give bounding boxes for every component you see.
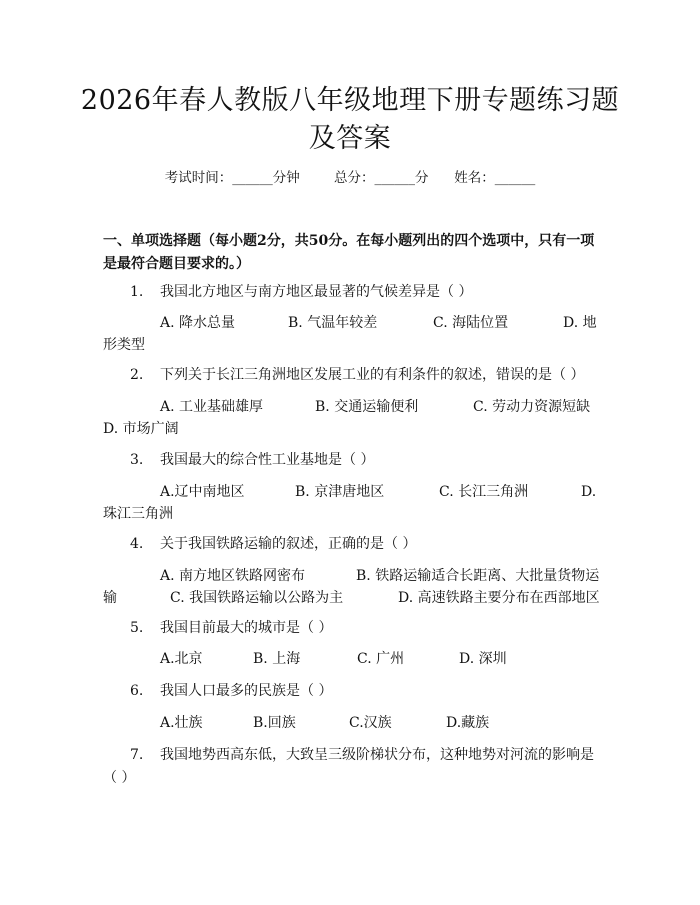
name-blank: ______ [494,170,536,186]
question-number: 4. [130,536,144,552]
exam-meta [0,168,700,188]
question-number: 1. [130,284,144,300]
option-b: B. 上海 [253,651,301,667]
time-unit: 分钟 [272,170,300,186]
question-text: 我国目前最大的城市是（ ） [160,620,333,636]
option-b: B. 交通运输便利 [315,399,419,415]
name-label: 姓名： [454,170,495,186]
option-d-continued: 珠江三角洲 [103,506,173,522]
section-heading [103,230,598,276]
question-5 [103,617,598,639]
option-a: A.北京 [160,651,203,667]
option-a: A. 南方地区铁路网密布 [160,568,306,584]
question-number: 6. [130,683,144,699]
question-number: 7. [130,747,144,763]
score-blank: ______ [374,170,416,186]
question-1 [103,281,598,303]
question-7 [103,744,598,766]
question-text: 下列关于长江三角洲地区发展工业的有利条件的叙述，错误的是（ ） [160,367,585,383]
time-blank: ______ [232,170,273,186]
question-text: 我国地势西高东低，大致呈三级阶梯状分布，这种地势对河流的影响是 [160,747,594,763]
question-2 [103,364,598,386]
question-number: 2. [130,367,144,383]
question-4-options [103,565,598,611]
question-4 [103,533,598,555]
question-2-options [103,396,598,442]
option-b: B. 京津唐地区 [295,484,385,500]
question-text: 关于我国铁路运输的叙述，正确的是（ ） [160,536,417,552]
option-d: D. 深圳 [459,651,507,667]
option-c: C.汉族 [349,715,392,731]
question-5-options [103,648,598,672]
option-d: D.藏族 [446,715,490,731]
option-d: D. 高速铁路主要分布在西部地区 [398,590,600,606]
score-unit: 分 [415,170,429,186]
section-heading-line2: 是最符合题目要求的。） [103,256,250,272]
score-label: 总分： [334,170,375,186]
document-title-line2: 及答案 [308,123,392,154]
option-c: C. 我国铁路运输以公路为主 [170,590,344,606]
question-3 [103,449,598,471]
option-c: C. 海陆位置 [433,315,509,331]
section-heading-line1: 一、单项选择题（每小题2分，共50分。在每小题列出的四个选项中，只有一项 [103,233,595,249]
option-a: A. 降水总量 [160,315,236,331]
option-d: D. [581,484,597,500]
question-3-options [103,481,598,527]
question-1-options [103,312,598,358]
option-c: C. 长江三角洲 [439,484,529,500]
option-c: C. 广州 [357,651,405,667]
question-6 [103,680,598,702]
question-text: 我国北方地区与南方地区最显著的气候差异是（ ） [160,284,473,300]
option-b: B. 气温年较差 [288,315,378,331]
time-label: 考试时间： [164,170,233,186]
option-b: B. 铁路运输适合长距离、大批量货物运 [356,568,600,584]
question-text: 我国最大的综合性工业基地是（ ） [160,452,375,468]
option-a: A.辽中南地区 [160,484,245,500]
option-a: A. 工业基础雄厚 [160,399,264,415]
question-6-options [103,712,598,736]
question-text: 我国人口最多的民族是（ ） [160,683,333,699]
option-a: A.壮族 [160,715,203,731]
option-b-continued: 输 [103,590,117,606]
option-d: D. 市场广阔 [103,421,179,437]
option-b: B.回族 [253,715,296,731]
option-c: C. 劳动力资源短缺 [473,399,591,415]
option-d: D. 地 [563,315,597,331]
question-number: 5. [130,620,144,636]
option-d-continued: 形类型 [103,337,145,353]
document-title-line1: 2026年春人教版八年级地理下册专题练习题 [80,85,620,116]
question-7-continued [103,767,598,791]
question-number: 3. [130,452,144,468]
question-7-paren: （ ） [103,770,136,786]
